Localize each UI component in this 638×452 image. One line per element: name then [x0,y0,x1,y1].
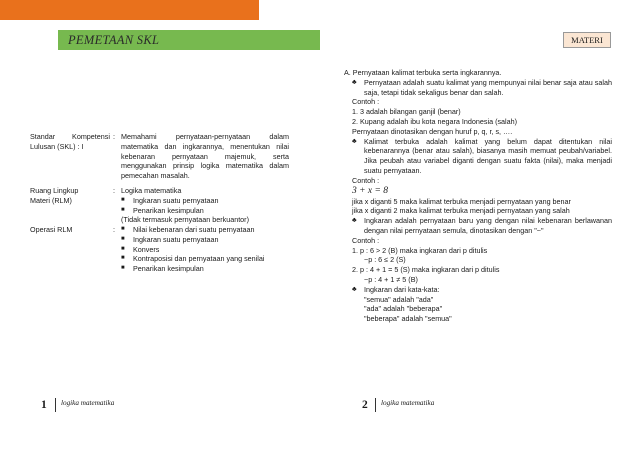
club-bullet-icon: ♣ [352,78,357,86]
example-line: ~p : 6 ≤ 2 (S) [364,255,406,265]
ingkaran-kata: ♣ Ingkaran dari kata-kata: [352,284,440,294]
list-item: ■ Kontraposisi dan pernyataan yang senilai [121,254,265,264]
square-bullet-icon: ■ [121,245,125,252]
materi-badge: MATERI [563,32,611,48]
square-bullet-icon: ■ [121,196,125,203]
rlm-content [121,186,289,225]
page-title: PEMETAAN SKL [68,33,160,47]
quote-line: "ada" adalah "beberapa" [364,304,443,314]
definition-ingkaran: ♣ Ingkaran adalah pernyataan baru yang dengan nilai kebenaran berlawanan dengan nilai pernyataan semula, dinotasikan dengan "~" [352,216,612,235]
list-item: ■ Penarikan kesimpulan [121,264,204,274]
op-separator: : [113,225,115,234]
page-number: 2 [362,399,368,411]
section-heading: A. Pernyataan kalimat terbuka serta ingkarannya. [344,68,502,77]
page-number: 1 [41,399,47,411]
footer-left [0,398,320,414]
list-item: ■ Nilai kebenaran dari suatu pernyataan [121,225,255,234]
example-line: jika x diganti 2 maka kalimat terbuka menjadi pernyataan yang salah [352,206,570,216]
club-bullet-icon: ♣ [352,217,357,225]
quote-line: "beberapa" adalah "semua" [364,314,452,324]
math-expression: 3 + x = 8 [352,185,389,196]
list-item: ■ Ingkaran suatu pernyataan [121,195,219,205]
footer-right [320,398,638,414]
example-line: 1. 3 adalah bilangan ganjil (benar) [352,107,461,117]
example-line: 2. p : 4 + 1 = 5 (S) maka ingkaran dari p ditulis [352,265,500,275]
square-bullet-icon: ■ [121,265,125,272]
rlm-title: Logika matematika [121,186,182,195]
rlm-label: Ruang Lingkup Materi (RLM) [30,186,79,205]
example-line: jika x diganti 5 maka kalimat terbuka menjadi pernyataan yang benar [352,196,571,206]
contoh-label: Contoh : [352,235,380,245]
skl-separator: : [113,132,115,141]
rlm-separator: : [113,186,115,195]
club-bullet-icon: ♣ [352,285,357,293]
contoh-label: Contoh : [352,97,380,107]
definition-kalimat-terbuka: ♣ Kalimat terbuka adalah kalimat yang belum dapat ditentukan nilai kebenarannya (benar atau salah), biasanya masih memuat peubah/variabel. Jika peubah atau variabel diganti dengan suatu fakta (nilai), maka menjadi suatu pernyataan. [352,136,612,175]
orange-header-bar [0,0,259,20]
footer-label: logika matematika [61,399,115,407]
contoh-label: Contoh : [352,175,380,185]
example-line: ~p : 4 + 1 ≠ 5 (B) [364,274,418,284]
square-bullet-icon: ■ [121,255,125,262]
op-list [121,225,291,274]
square-bullet-icon: ■ [121,226,125,232]
footer-divider [55,398,56,412]
right-column [344,68,612,324]
definition-pernyataan: ♣ Pernyataan adalah suatu kalimat yang mempunyai nilai benar saja atau salah saja, tetapi tidak sekaligus benar dan salah. [352,77,612,97]
club-bullet-icon: ♣ [352,137,357,145]
rlm-note: (Tidak termasuk pernyataan berkuantor) [121,215,249,225]
square-bullet-icon: ■ [121,206,125,213]
footer-label: logika matematika [381,399,435,407]
quote-line: "semua" adalah "ada" [364,294,434,304]
skl-text: Memahami pernyataan-pernyataan dalam matematika dan ingkarannya, menentukan nilai kebenaran pernyataan majemuk, serta menggunakan prinsip logika matematika dalam pemecahan masalah. [121,132,289,181]
op-label: Operasi RLM [30,225,73,234]
example-line: 2. Kupang adalah ibu kota negara Indonesia (salah) [352,116,518,126]
notation-line: Pernyataan dinotasikan dengan huruf p, q, r, s, …. [352,126,513,136]
square-bullet-icon: ■ [121,235,125,242]
example-line: 1. p : 6 > 2 (B) maka ingkaran dari p ditulis [352,245,488,255]
list-item: ■ Ingkaran suatu pernyataan [121,234,219,244]
skl-label: Standar Kompetensi Lulusan (SKL) : I [30,132,110,151]
footer-divider [375,398,376,412]
list-item: ■ Penarikan kesimpulan [121,205,204,215]
section-title-band [58,30,320,50]
list-item: ■ Konvers [121,244,160,254]
